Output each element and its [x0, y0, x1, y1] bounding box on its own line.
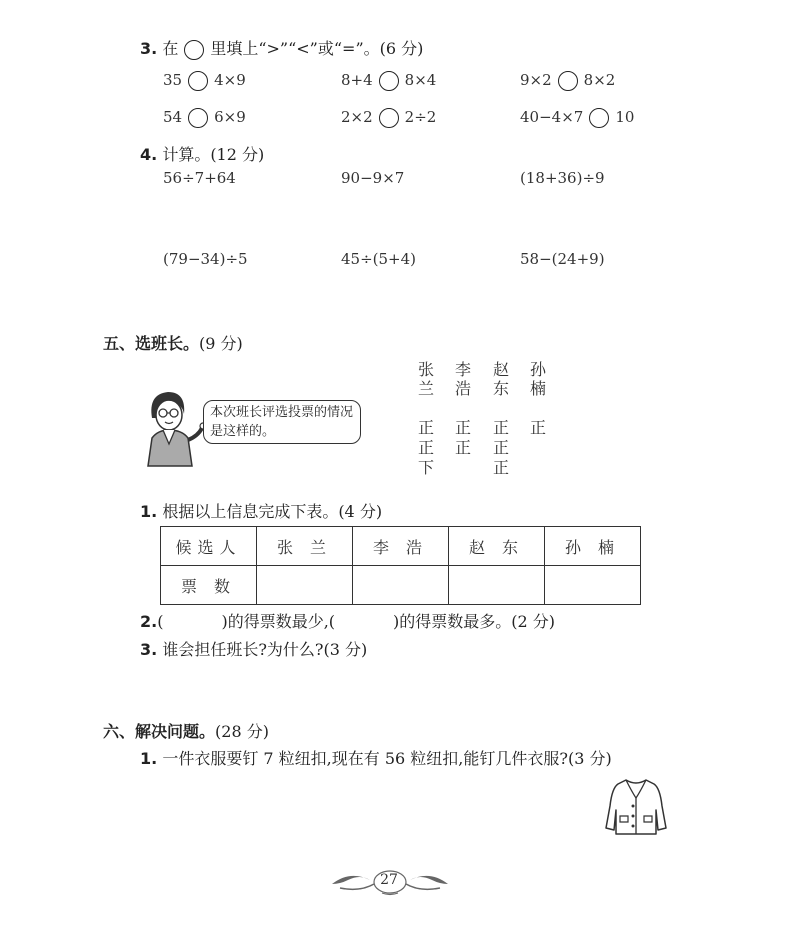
q3-right: 10 [615, 108, 635, 126]
q3-title-pre: 在 [162, 39, 179, 58]
q4-number: 4. [140, 145, 158, 164]
vote-count-cell[interactable] [449, 566, 545, 605]
answer-circle[interactable] [589, 108, 609, 128]
vote-count-cell[interactable] [353, 566, 449, 605]
candidate-name [452, 360, 474, 398]
q3-title-post: 里填上“>”“<”或“=”。(6 分) [210, 39, 424, 58]
q4-title [140, 142, 264, 165]
tally-mark: 正 [492, 458, 509, 477]
table-header-cell: 赵 东 [449, 527, 545, 566]
s5-q1-text: 根据以上信息完成下表。(4 分) [162, 502, 383, 521]
tally-mark: 正 [492, 438, 509, 457]
tally-mark: 正 [417, 438, 434, 457]
answer-circle[interactable] [188, 71, 208, 91]
q3-left: 35 [163, 71, 183, 89]
name-char: 楠 [529, 379, 546, 398]
coat-icon [602, 776, 670, 838]
name-char: 兰 [417, 379, 434, 398]
q3-right: 8×4 [404, 71, 437, 89]
candidate-name [415, 360, 437, 398]
q4-expr: (18+36)÷9 [520, 169, 605, 187]
section6-title [103, 719, 269, 742]
candidate-name [490, 360, 512, 398]
tally-mark: 正 [417, 418, 434, 437]
name-char: 孙 [529, 360, 546, 379]
table-header-cell: 候选人 [161, 527, 257, 566]
q3-left: 8+4 [341, 71, 373, 89]
table-row [161, 527, 641, 566]
q3-right: 4×9 [214, 71, 246, 89]
name-char: 赵 [492, 360, 509, 379]
section6-title-text: 六、解决问题。 [103, 722, 216, 741]
answer-circle[interactable] [379, 71, 399, 91]
s6-q1-text: 一件衣服要钉 7 粒纽扣,现在有 56 粒纽扣,能钉几件衣服?(3 分) [162, 749, 612, 768]
q3-left: 40−4×7 [520, 108, 584, 126]
s5-q3-text: 谁会担任班长?为什么?(3 分) [162, 640, 368, 659]
q3-item [520, 108, 634, 128]
tally-column [490, 418, 512, 478]
table-header-cell: 张 兰 [257, 527, 353, 566]
s5-q2 [140, 609, 555, 632]
q3-item [163, 71, 246, 91]
s5-q3 [140, 637, 367, 660]
q3-left: 9×2 [520, 71, 552, 89]
section5-title-text: 五、选班长。 [103, 334, 200, 353]
vote-count-cell[interactable] [545, 566, 641, 605]
s5-q2-number: 2. [140, 612, 158, 631]
tally-mark: 正 [454, 438, 471, 457]
tally-mark: 正 [492, 418, 509, 437]
tally-column [527, 418, 549, 438]
tally-mark: 正 [454, 418, 471, 437]
name-char: 浩 [454, 379, 471, 398]
name-char: 东 [492, 379, 509, 398]
q3-right: 2÷2 [404, 108, 437, 126]
s6-q1-number: 1. [140, 749, 158, 768]
section5-title [103, 331, 243, 354]
q4-title-text: 计算。(12 分) [162, 145, 265, 164]
q4-expr: (79−34)÷5 [163, 250, 248, 268]
page-number: 27 [380, 872, 398, 888]
vote-count-cell[interactable] [257, 566, 353, 605]
tally-column [415, 418, 437, 478]
name-char: 李 [454, 360, 471, 379]
section5-score: (9 分) [199, 334, 243, 353]
q4-expr: 58−(24+9) [520, 250, 605, 268]
answer-circle[interactable] [379, 108, 399, 128]
speech-bubble: 本次班长评选投票的情况是这样的。 [203, 400, 361, 444]
q3-left: 2×2 [341, 108, 373, 126]
vote-table [160, 526, 641, 605]
section6-score: (28 分) [215, 722, 269, 741]
q4-expr: 90−9×7 [341, 169, 405, 187]
tally-column [452, 418, 474, 458]
tally-mark: 正 [529, 418, 546, 437]
s5-q1-number: 1. [140, 502, 158, 521]
q3-title [140, 36, 423, 60]
q3-number: 3. [140, 39, 158, 58]
q3-item [163, 108, 246, 128]
s5-q2-part2: )的得票数最少,( [221, 612, 336, 631]
q4-expr: 56÷7+64 [163, 169, 236, 187]
candidate-name [527, 360, 549, 398]
name-char: 张 [417, 360, 434, 379]
table-header-cell: 孙 楠 [545, 527, 641, 566]
q3-item [341, 71, 436, 91]
table-row [161, 566, 641, 605]
s5-q2-part3: )的得票数最多。(2 分) [393, 612, 556, 631]
table-header-cell: 李 浩 [353, 527, 449, 566]
q3-item [341, 108, 436, 128]
tally-mark: 下 [417, 458, 434, 477]
circle-icon [184, 40, 204, 60]
q4-expr: 45÷(5+4) [341, 250, 417, 268]
s5-q2-part1: ( [157, 612, 164, 631]
s6-q1 [140, 746, 612, 769]
q3-right: 8×2 [583, 71, 616, 89]
s5-q1 [140, 499, 382, 522]
q3-right: 6×9 [214, 108, 246, 126]
s5-q3-number: 3. [140, 640, 158, 659]
answer-circle[interactable] [188, 108, 208, 128]
teacher-illustration [138, 388, 210, 468]
answer-circle[interactable] [558, 71, 578, 91]
table-row-label: 票 数 [161, 566, 257, 605]
q3-item [520, 71, 615, 91]
q3-left: 54 [163, 108, 183, 126]
